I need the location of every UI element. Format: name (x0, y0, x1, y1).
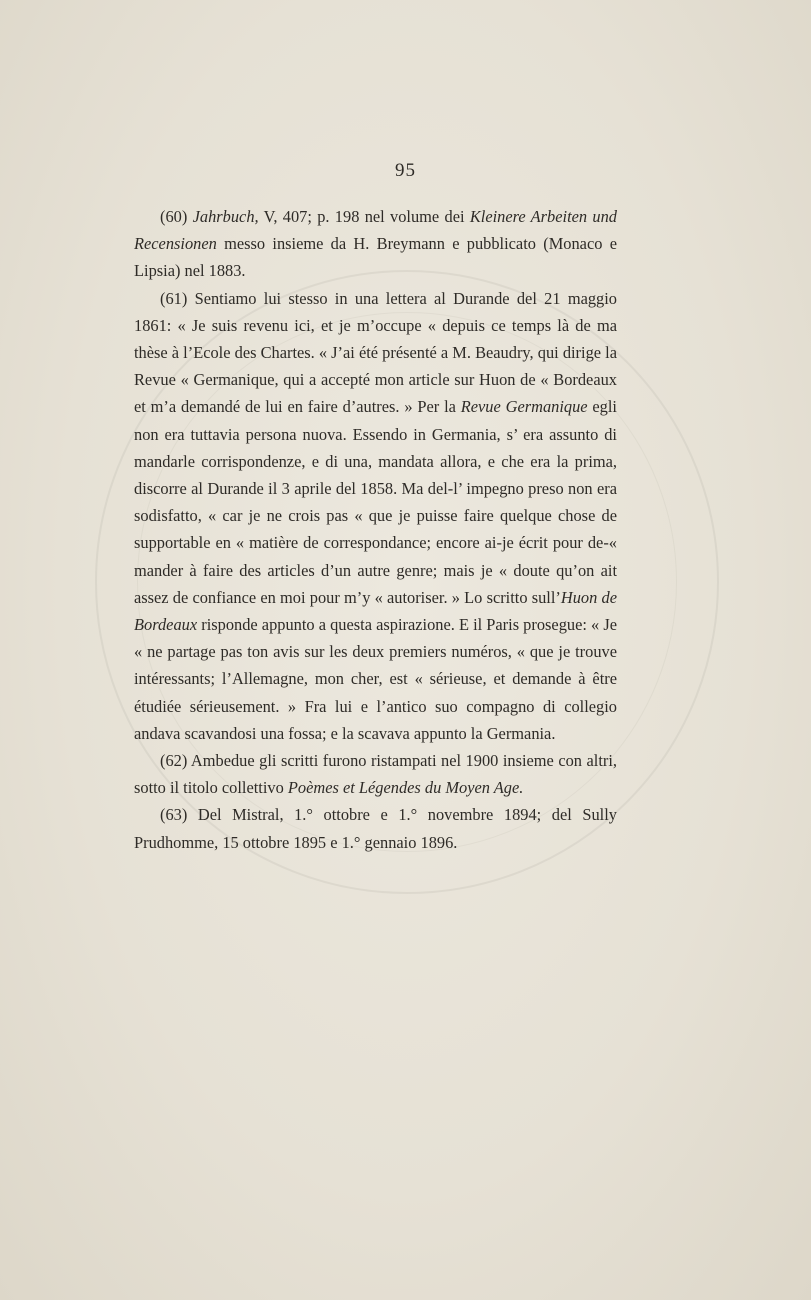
text-segment: (60) (160, 207, 193, 226)
footnote-60 (134, 203, 617, 285)
footnotes (134, 203, 617, 856)
text-segment-italic: Jahrbuch, (192, 207, 259, 226)
text-segment: risponde appunto a questa aspirazione. E il Paris prosegue: « Je « ne partage pas ton avis sur les deux premiers numéros, « que je trouve intéressants; l’Allemagne, mon cher, est « sérieuse, et demande à être étudiée sérieusement. » Fra lui e l’antico suo compagno di collegio andava scavandosi una fossa; e la scavava appunto la Germania. (134, 615, 617, 743)
text-segment: egli non era tuttavia persona nuova. Essendo in Germania, s’ era assunto di mandarle corrispondenze, e di una, mandata allora, e che era la prima, discorre al Durande il 3 aprile del 1858. Ma del-l’ impegno preso non era sodisfatto, « car je ne crois pas « que je puisse faire quelque chose de supportable en « matière de correspondance; encore ai-je écrit pour de-« mander à faire des articles d’un autre genre; mais je « doute qu’on ait assez de confiance en moi pour m’y « autoriser. » Lo scritto sull’ (134, 397, 617, 607)
text-segment: (63) Del Mistral, 1.° ottobre e 1.° novembre 1894; del Sully Prudhomme, 15 ottobre 1895 e 1.° gennaio 1896. (134, 805, 617, 852)
page-number: 95 (395, 160, 416, 181)
text-segment-italic: Huon de Bordeaux (134, 587, 617, 635)
footnote-62 (134, 747, 617, 801)
text-segment: messo insieme da H. Breymann e pubblicato (Monaco e Lipsia) nel 1883. (134, 234, 617, 281)
text-segment-italic: Poèmes et Légendes du Moyen Age. (287, 778, 524, 798)
text-segment: (61) Sentiamo lui stesso in una lettera al Durande del 21 maggio 1861: « Je suis revenu ici, et je m’occupe « depuis ce temps là de ma thèse à l’Ecole des Chartes. « J’ai été présenté a M. Beaudry, qui dirige la Revue « Germanique, qui a accepté mon article sur Huon de « Bordeaux et m’a demandé de lui en faire d’autres. » Per la (134, 288, 617, 417)
footnote-61 (134, 285, 617, 747)
text-segment: V, 407; p. 198 nel volume dei (258, 207, 470, 226)
text-segment-italic: Kleinere Arbeiten und Recensionen (134, 207, 617, 254)
text-segment: (62) Ambedue gli scritti furono ristampati nel 1900 insieme con altri, sotto il titolo collettivo (134, 751, 617, 798)
footnote-63 (134, 801, 617, 855)
text-segment-italic: Revue Germanique (460, 397, 588, 417)
